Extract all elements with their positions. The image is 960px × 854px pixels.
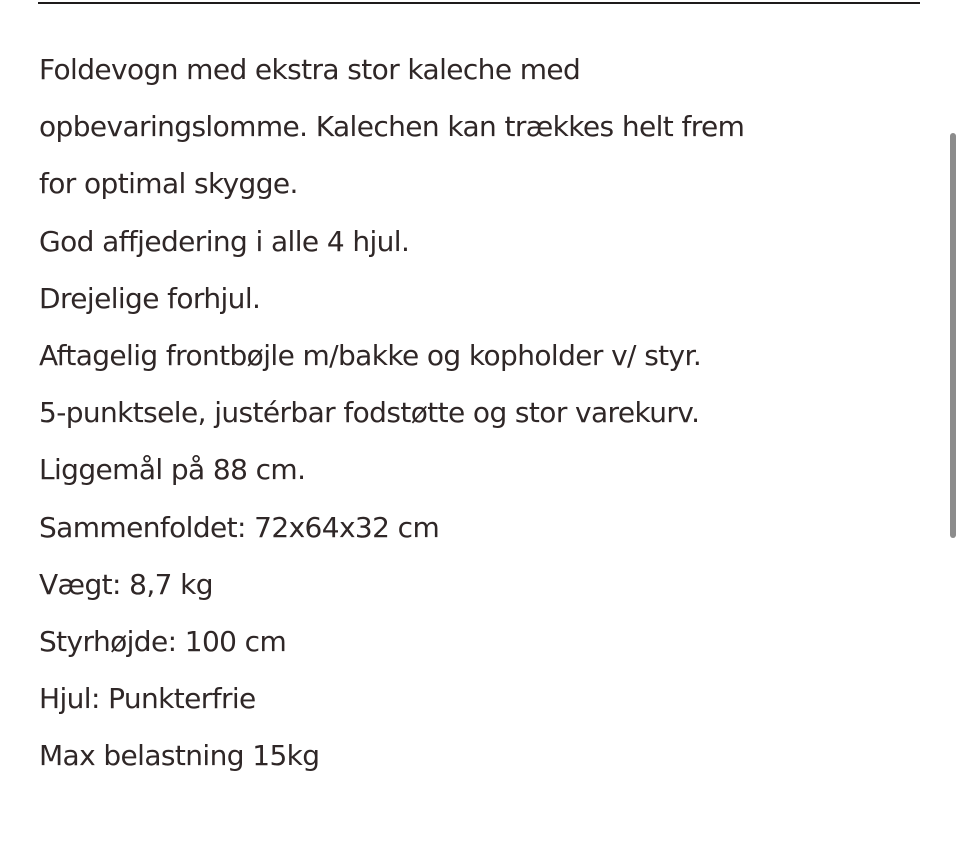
- description-line: Foldevogn med ekstra stor kaleche med: [39, 53, 581, 86]
- description-line: Aftagelig frontbøjle m/bakke og kopholder v/ styr.: [39, 339, 702, 373]
- scrollbar-thumb[interactable]: [950, 133, 956, 538]
- product-description: [39, 41, 919, 785]
- description-line: Hjul: Punkterfrie: [39, 682, 256, 716]
- description-line: Sammenfoldet: 72x64x32 cm: [39, 510, 440, 544]
- description-line: for optimal skygge.: [39, 167, 298, 201]
- description-line: 5-punktsele, justérbar fodstøtte og stor varekurv.: [39, 396, 700, 430]
- description-line: God affjedering i alle 4 hjul.: [39, 224, 410, 258]
- section-divider: [38, 2, 920, 4]
- description-line: opbevaringslomme. Kalechen kan trækkes helt frem: [39, 110, 745, 144]
- description-line: Drejelige forhjul.: [39, 281, 261, 315]
- vertical-scrollbar[interactable]: [948, 0, 956, 854]
- description-line: Max belastning 15kg: [39, 739, 320, 773]
- description-line: Liggemål på 88 cm.: [39, 453, 306, 487]
- description-line: Styrhøjde: 100 cm: [39, 625, 287, 659]
- description-line: Vægt: 8,7 kg: [39, 567, 213, 601]
